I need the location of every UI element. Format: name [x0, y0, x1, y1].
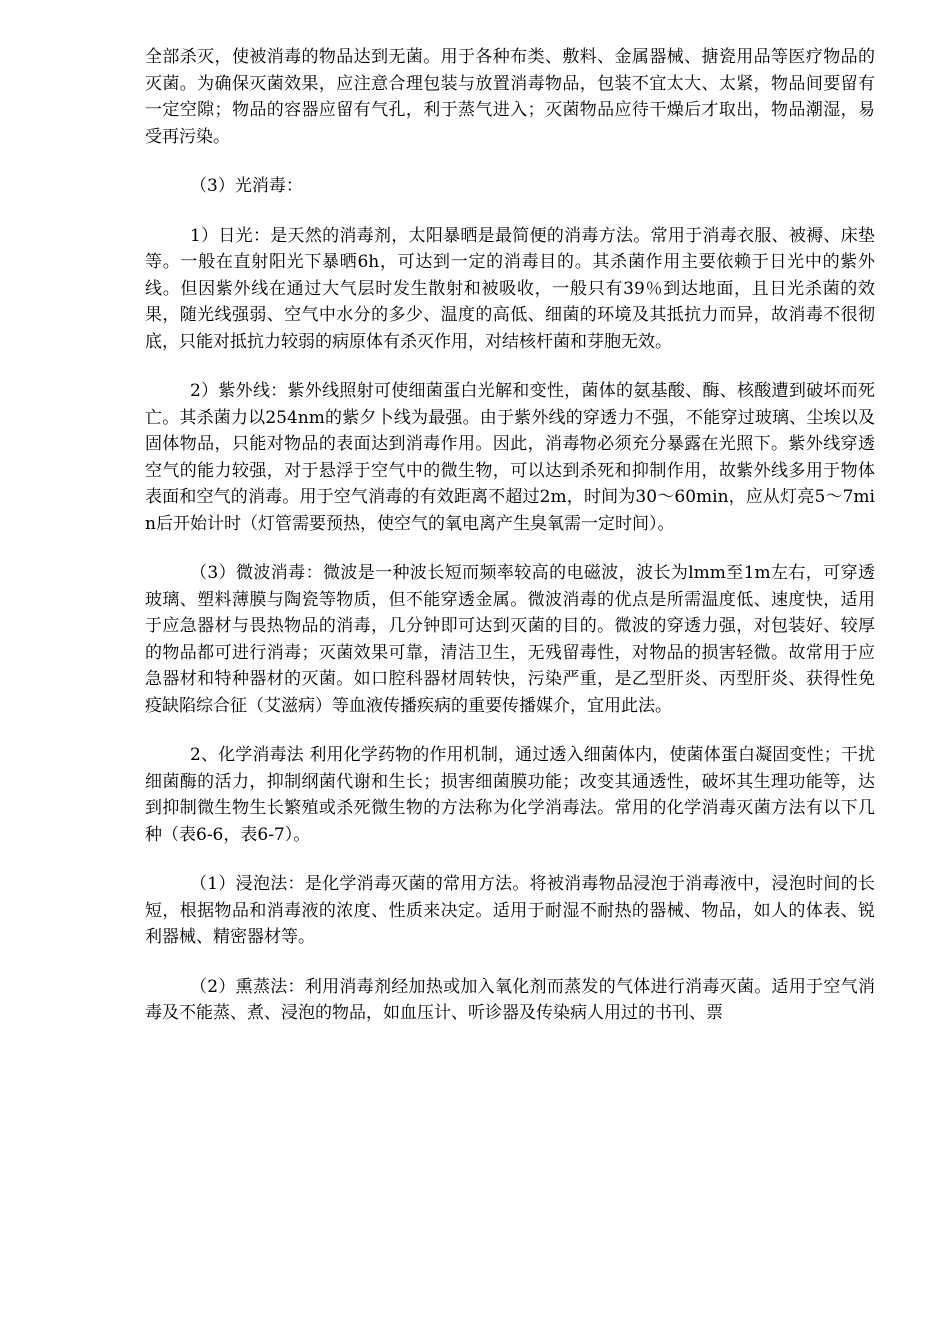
paragraph-gap: [145, 355, 875, 378]
paragraph-sterilization-continued: 全部杀灭，使被消毒的物品达到无菌。用于各种布类、敷料、金属器械、搪瓷用品等医疗物品的灭菌。为确保灭菌效果，应注意合理包装与放置消毒物品，包装不宜太大、太紧，物品间要留有一定空隙；物品的容器应留有气孔，利于蒸气进入；灭菌物品应待干燥后才取出，物品潮湿，易受再污染。: [145, 47, 875, 147]
paragraph-immersion-method: （1）浸泡法：是化学消毒灭菌的常用方法。将被消毒物品浸泡于消毒液中，浸泡时间的长短，根据物品和消毒液的浓度、性质来决定。适用于耐湿不耐热的器械、物品，如人的体表、锐利器械、精密器材等。: [145, 874, 875, 947]
paragraph-gap: [145, 848, 875, 871]
paragraph-gap: [145, 951, 875, 974]
paragraph-fumigation-method: （2）熏蒸法：利用消毒剂经加热或加入氧化剂而蒸发的气体进行消毒灭菌。适用于空气消毒及不能蒸、煮、浸泡的物品，如血压计、听诊器及传染病人用过的书刊、票: [145, 976, 875, 1023]
paragraph-chemical-disinfection: 2、化学消毒法 利用化学药物的作用机制，通过透入细菌体内，使菌体蛋白凝固变性；干扰细菌酶的活力，抑制纲菌代谢和生长；损害细菌膜功能；改变其通透性，破坏其生理功能等，达到抑制微生物生长繁殖或杀死微生物的方法称为化学消毒法。常用的化学消毒灭菌方法有以下几种（表6-6，表6-7）。: [145, 745, 875, 845]
paragraph-gap: [145, 719, 875, 742]
heading-light-disinfection: （3）光消毒：: [190, 176, 303, 196]
document-page: [145, 44, 875, 1027]
paragraph-gap: [145, 200, 875, 223]
paragraph-gap: [145, 537, 875, 560]
paragraph-microwave: （3）微波消毒：微波是一种波长短而频率较高的电磁波，波长为lmm至1m左右，可穿透玻璃、塑料薄膜与陶瓷等物质，但不能穿透金属。微波消毒的优点是所需温度低、速度快，适用于应急器材与畏热物品的消毒，几分钟即可达到灭菌的目的。微波的穿透力强，对包装好、较厚的物品都可进行消毒；灭菌效果可靠，清洁卫生，无残留毒性，对物品的损害轻微。故常用于应急器材和特种器材的灭菌。如口腔科器材周转快，污染严重，是乙型肝炎、丙型肝炎、获得性免疫缺陷综合征（艾滋病）等血液传播疾病的重要传播媒介，宜用此法。: [145, 563, 875, 716]
paragraph-gap: [145, 150, 875, 173]
paragraph-sunlight: 1）日光：是天然的消毒剂，太阳暴晒是最简便的消毒方法。常用于消毒衣服、被褥、床垫等。一般在直射阳光下暴晒6h，可达到一定的消毒目的。其杀菌作用主要依赖于日光中的紫外线。但因紫外线在通过大气层时发生散射和被吸收，一般只有39％到达地面，且日光杀菌的效果，随光线强弱、空气中水分的多少、温度的高低、细菌的环境及其抵抗力而异，故消毒不很彻底，只能对抵抗力较弱的病原体有杀灭作用，对结核杆菌和芽胞无效。: [145, 225, 875, 352]
paragraph-ultraviolet: 2）紫外线：紫外线照射可使细菌蛋白光解和变性，菌体的氨基酸、酶、核酸遭到破坏而死亡。其杀菌力以254nm的紫夕卜线为最强。由于紫外线的穿透力不强，不能穿过玻璃、尘埃以及固体物品，只能对物品的表面达到消毒作用。因此，消毒物必须充分暴露在光照下。紫外线穿透空气的能力较强，对于悬浮于空气中的微生物，可以达到杀死和抑制作用，故紫外线多用于物体表面和空气的消毒。用于空气消毒的有效距离不超过2m，时间为30～60min，应从灯亮5～7min后开始计时（灯管需要预热，使空气的氧电离产生臭氧需一定时间）。: [145, 381, 875, 534]
